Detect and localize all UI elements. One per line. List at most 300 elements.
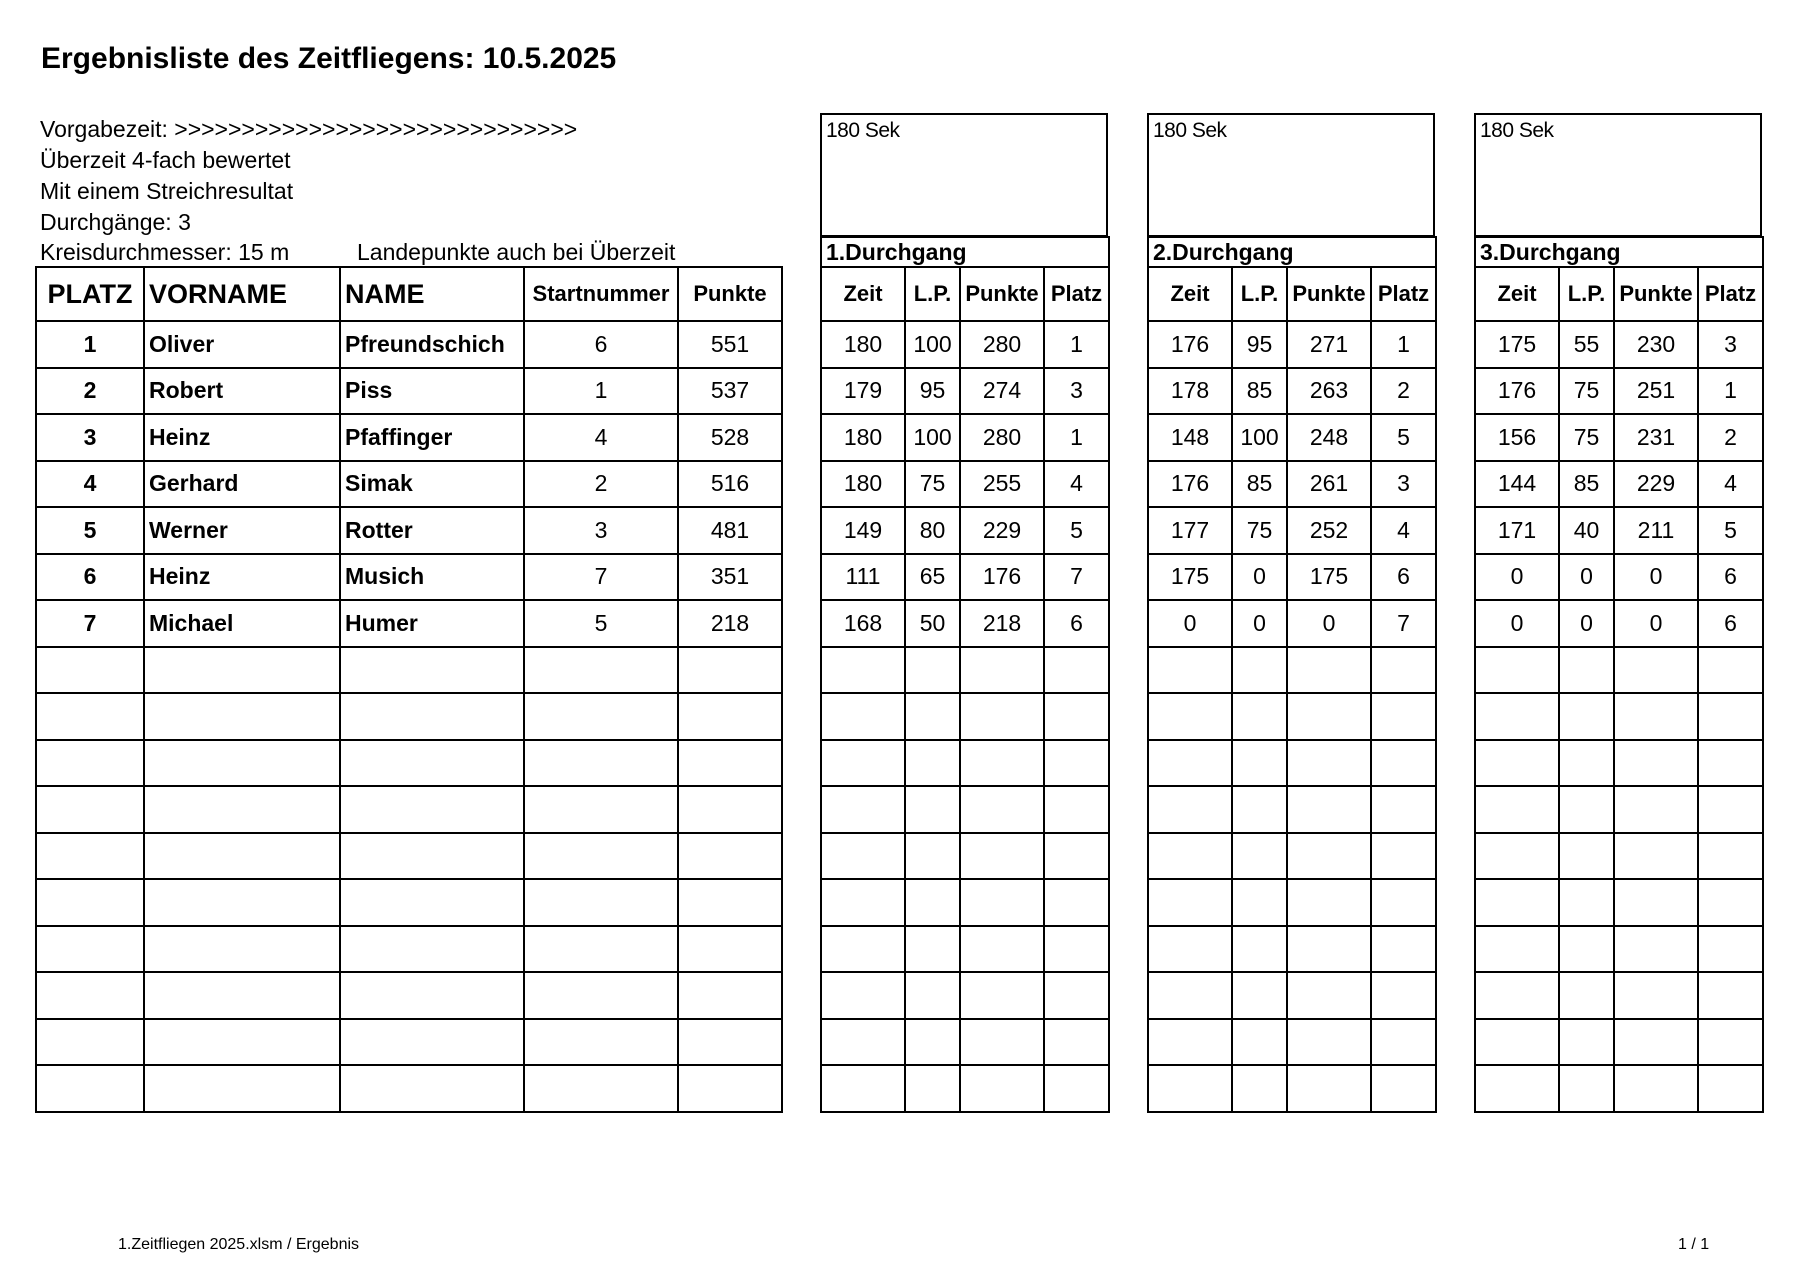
startnummer-cell: 5 (524, 600, 678, 647)
run2-header-punkte: Punkte (1287, 267, 1371, 321)
zeit-cell: 149 (821, 507, 905, 554)
punkte-cell: 175 (1287, 554, 1371, 601)
header-punkte: Punkte (678, 267, 782, 321)
zeit-cell: 171 (1475, 507, 1559, 554)
platz-cell: 6 (1698, 554, 1763, 601)
zeit-cell (821, 786, 905, 833)
name-cell (340, 786, 524, 833)
lp-cell (1559, 1019, 1614, 1066)
platz-cell (36, 786, 144, 833)
lp-cell: 0 (1232, 554, 1287, 601)
run-row (1148, 879, 1436, 926)
lp-cell: 100 (1232, 414, 1287, 461)
vorname-cell (144, 786, 340, 833)
vorname-cell (144, 1019, 340, 1066)
lp-cell (905, 786, 960, 833)
run-row (1475, 786, 1763, 833)
startnummer-cell: 7 (524, 554, 678, 601)
run-row (1475, 321, 1763, 368)
lp-cell (1559, 833, 1614, 880)
startnummer-cell (524, 972, 678, 1019)
run-row (1475, 461, 1763, 508)
vorname-cell: Robert (144, 368, 340, 415)
run3-header-lp: L.P. (1559, 267, 1614, 321)
platz-cell (1371, 647, 1436, 694)
platz-cell (36, 647, 144, 694)
vorname-cell (144, 647, 340, 694)
run-row (1475, 507, 1763, 554)
run3-header-punkte: Punkte (1614, 267, 1698, 321)
table-row (36, 554, 782, 601)
punkte-cell (678, 647, 782, 694)
zeit-cell (1475, 833, 1559, 880)
punkte-cell: 0 (1287, 600, 1371, 647)
run3-header-zeit: Zeit (1475, 267, 1559, 321)
platz-cell: 4 (1698, 461, 1763, 508)
zeit-cell (1475, 1065, 1559, 1112)
run-row (1475, 368, 1763, 415)
run-row (1148, 926, 1436, 973)
run2-vorgabe-label: 180 Sek (1153, 119, 1227, 142)
footer-filename: 1.Zeitfliegen 2025.xlsm / Ergebnis (118, 1236, 360, 1253)
platz-cell (1044, 972, 1109, 1019)
platz-cell (36, 833, 144, 880)
run-row (1148, 740, 1436, 787)
punkte-cell: 274 (960, 368, 1044, 415)
zeit-cell: 0 (1148, 600, 1232, 647)
lp-cell (1559, 786, 1614, 833)
lp-cell (1232, 1019, 1287, 1066)
platz-cell: 6 (36, 554, 144, 601)
platz-cell (36, 1019, 144, 1066)
punkte-cell (960, 972, 1044, 1019)
platz-cell (1698, 972, 1763, 1019)
punkte-cell: 351 (678, 554, 782, 601)
platz-cell (1044, 740, 1109, 787)
lp-cell (905, 693, 960, 740)
table-row (36, 972, 782, 1019)
zeit-cell (821, 693, 905, 740)
run3-title: 3.Durchgang (1475, 237, 1763, 267)
zeit-cell: 179 (821, 368, 905, 415)
table-row (36, 647, 782, 694)
lp-cell: 75 (1232, 507, 1287, 554)
zeit-cell: 176 (1148, 321, 1232, 368)
punkte-cell (678, 1065, 782, 1112)
lp-cell (905, 879, 960, 926)
lp-cell (1232, 926, 1287, 973)
run1-vorgabe-label: 180 Sek (826, 119, 900, 142)
platz-cell (1698, 833, 1763, 880)
platz-cell: 2 (1698, 414, 1763, 461)
run-row (821, 879, 1109, 926)
platz-cell (1044, 926, 1109, 973)
punkte-cell (678, 740, 782, 787)
zeit-cell (1148, 926, 1232, 973)
platz-cell (1698, 647, 1763, 694)
name-cell: Rotter (340, 507, 524, 554)
run2-header-platz: Platz (1371, 267, 1436, 321)
zeit-cell: 144 (1475, 461, 1559, 508)
platz-cell (1371, 1065, 1436, 1112)
platz-cell: 6 (1371, 554, 1436, 601)
lp-cell: 85 (1559, 461, 1614, 508)
vorname-cell (144, 740, 340, 787)
vorname-cell (144, 972, 340, 1019)
punkte-cell (1614, 1019, 1698, 1066)
run-row (1148, 321, 1436, 368)
name-cell (340, 1065, 524, 1112)
table-row (36, 879, 782, 926)
lp-cell: 80 (905, 507, 960, 554)
punkte-cell (678, 833, 782, 880)
table-row (36, 507, 782, 554)
name-cell (340, 1019, 524, 1066)
platz-cell (1371, 926, 1436, 973)
platz-cell (1044, 1019, 1109, 1066)
platz-cell: 2 (1371, 368, 1436, 415)
zeit-cell (821, 926, 905, 973)
zeit-cell (1475, 926, 1559, 973)
lp-cell (1559, 1065, 1614, 1112)
punkte-cell: 551 (678, 321, 782, 368)
zeit-cell (1475, 1019, 1559, 1066)
run-row (1148, 507, 1436, 554)
platz-cell: 6 (1044, 600, 1109, 647)
zeit-cell (821, 740, 905, 787)
platz-cell: 2 (36, 368, 144, 415)
punkte-cell: 218 (960, 600, 1044, 647)
lp-cell (905, 1019, 960, 1066)
run-row (1148, 1065, 1436, 1112)
platz-cell (1371, 786, 1436, 833)
punkte-cell (1287, 1019, 1371, 1066)
zeit-cell: 156 (1475, 414, 1559, 461)
header-startnummer: Startnummer (524, 267, 678, 321)
lp-cell: 85 (1232, 461, 1287, 508)
punkte-cell (678, 972, 782, 1019)
vorname-cell: Oliver (144, 321, 340, 368)
zeit-cell: 0 (1475, 554, 1559, 601)
name-cell (340, 926, 524, 973)
zeit-cell (1475, 786, 1559, 833)
run2-header-zeit: Zeit (1148, 267, 1232, 321)
zeit-cell: 111 (821, 554, 905, 601)
platz-cell: 1 (36, 321, 144, 368)
platz-cell: 7 (1371, 600, 1436, 647)
platz-cell: 5 (36, 507, 144, 554)
lp-cell (1232, 833, 1287, 880)
run-row (821, 321, 1109, 368)
vorname-cell: Gerhard (144, 461, 340, 508)
name-cell: Simak (340, 461, 524, 508)
zeit-cell (821, 647, 905, 694)
startnummer-cell (524, 786, 678, 833)
startnummer-cell (524, 740, 678, 787)
run-row (1475, 554, 1763, 601)
run-row (1148, 414, 1436, 461)
lp-cell (1232, 647, 1287, 694)
run-row (1148, 1019, 1436, 1066)
lp-cell (1232, 972, 1287, 1019)
run1-title: 1.Durchgang (821, 237, 1109, 267)
punkte-cell (960, 786, 1044, 833)
run-row (821, 972, 1109, 1019)
lp-cell: 40 (1559, 507, 1614, 554)
platz-cell (1044, 833, 1109, 880)
page-title: Ergebnisliste des Zeitfliegens: 10.5.2025 (41, 42, 617, 75)
platz-cell (1044, 786, 1109, 833)
startnummer-cell (524, 926, 678, 973)
punkte-cell (1614, 879, 1698, 926)
table-row (36, 368, 782, 415)
lp-cell (1232, 879, 1287, 926)
vorgabezeit-text: Vorgabezeit: >>>>>>>>>>>>>>>>>>>>>>>>>>>>>> (40, 116, 578, 142)
header-name: NAME (340, 267, 524, 321)
lp-cell (905, 1065, 960, 1112)
footer-page-number: 1 / 1 (1678, 1236, 1710, 1253)
run1-table (820, 236, 1110, 1113)
startnummer-cell (524, 693, 678, 740)
zeit-cell (1475, 647, 1559, 694)
zeit-cell (821, 1019, 905, 1066)
table-row (36, 693, 782, 740)
run-row (1148, 554, 1436, 601)
lp-cell (905, 833, 960, 880)
punkte-cell (960, 926, 1044, 973)
zeit-cell (1148, 1019, 1232, 1066)
platz-cell (1698, 1065, 1763, 1112)
punkte-cell: 251 (1614, 368, 1698, 415)
run-row (1475, 833, 1763, 880)
run-row (1148, 972, 1436, 1019)
zeit-cell (1148, 647, 1232, 694)
platz-cell (1698, 879, 1763, 926)
punkte-cell: 229 (960, 507, 1044, 554)
vorname-cell: Heinz (144, 414, 340, 461)
run-row (1475, 1019, 1763, 1066)
lp-cell: 0 (1559, 554, 1614, 601)
lp-cell: 85 (1232, 368, 1287, 415)
zeit-cell (1148, 972, 1232, 1019)
lp-cell (905, 926, 960, 973)
name-cell: Pfreundschich (340, 321, 524, 368)
name-cell: Musich (340, 554, 524, 601)
lp-cell: 0 (1232, 600, 1287, 647)
vorname-cell (144, 833, 340, 880)
lp-cell: 65 (905, 554, 960, 601)
run-row (821, 1019, 1109, 1066)
platz-cell (1044, 647, 1109, 694)
lp-cell (905, 740, 960, 787)
run-row (821, 461, 1109, 508)
platz-cell (1371, 693, 1436, 740)
zeit-cell: 180 (821, 414, 905, 461)
punkte-cell: 280 (960, 321, 1044, 368)
punkte-cell (678, 786, 782, 833)
zeit-cell: 175 (1475, 321, 1559, 368)
run-row (1148, 461, 1436, 508)
zeit-cell: 178 (1148, 368, 1232, 415)
lp-cell (1232, 1065, 1287, 1112)
table-row (36, 740, 782, 787)
run-row (1475, 1065, 1763, 1112)
platz-cell (1698, 740, 1763, 787)
zeit-cell (1475, 740, 1559, 787)
run-row (821, 833, 1109, 880)
punkte-cell (1287, 879, 1371, 926)
lp-cell: 75 (905, 461, 960, 508)
platz-cell (1698, 786, 1763, 833)
zeit-cell: 148 (1148, 414, 1232, 461)
punkte-cell: 176 (960, 554, 1044, 601)
run-row (1148, 833, 1436, 880)
punkte-cell: 0 (1614, 554, 1698, 601)
platz-cell: 4 (1371, 507, 1436, 554)
kreisdurchmesser-text: Kreisdurchmesser: 15 m (40, 239, 290, 265)
platz-cell (36, 1065, 144, 1112)
zeit-cell (821, 972, 905, 1019)
zeit-cell (1148, 740, 1232, 787)
lp-cell: 100 (905, 414, 960, 461)
lp-cell (1232, 786, 1287, 833)
run-row (1148, 693, 1436, 740)
zeit-cell: 177 (1148, 507, 1232, 554)
zeit-cell (1475, 972, 1559, 1019)
zeit-cell (1148, 1065, 1232, 1112)
header-vorname: VORNAME (144, 267, 340, 321)
zeit-cell (1475, 879, 1559, 926)
run3-table (1474, 236, 1764, 1113)
platz-cell (36, 972, 144, 1019)
table-row (36, 786, 782, 833)
lp-cell (1232, 693, 1287, 740)
platz-cell (36, 740, 144, 787)
platz-cell: 1 (1698, 368, 1763, 415)
punkte-cell: 231 (1614, 414, 1698, 461)
lp-cell: 50 (905, 600, 960, 647)
lp-cell: 95 (905, 368, 960, 415)
results-table (35, 266, 783, 1113)
lp-cell: 0 (1559, 600, 1614, 647)
punkte-cell (960, 833, 1044, 880)
lp-cell: 75 (1559, 368, 1614, 415)
punkte-cell (1614, 740, 1698, 787)
run1-header-zeit: Zeit (821, 267, 905, 321)
zeit-cell (1148, 693, 1232, 740)
punkte-cell (678, 879, 782, 926)
punkte-cell: 537 (678, 368, 782, 415)
platz-cell: 7 (1044, 554, 1109, 601)
run-row (1475, 647, 1763, 694)
lp-cell (1559, 972, 1614, 1019)
table-row (36, 461, 782, 508)
run2-title: 2.Durchgang (1148, 237, 1436, 267)
run2-table (1147, 236, 1437, 1113)
zeit-cell: 180 (821, 321, 905, 368)
lp-cell (1559, 926, 1614, 973)
punkte-cell: 248 (1287, 414, 1371, 461)
results-header-row (36, 267, 782, 321)
punkte-cell (960, 647, 1044, 694)
zeit-cell (1475, 693, 1559, 740)
run1-vorgabe-box (820, 113, 1108, 237)
zeit-cell: 0 (1475, 600, 1559, 647)
run-row (821, 1065, 1109, 1112)
header-platz: PLATZ (36, 267, 144, 321)
punkte-cell (1614, 647, 1698, 694)
run1-header-punkte: Punkte (960, 267, 1044, 321)
vorname-cell: Heinz (144, 554, 340, 601)
run3-header-row (1475, 267, 1763, 321)
startnummer-cell: 2 (524, 461, 678, 508)
platz-cell: 3 (36, 414, 144, 461)
lp-cell (1559, 740, 1614, 787)
zeit-cell: 176 (1475, 368, 1559, 415)
punkte-cell: 252 (1287, 507, 1371, 554)
name-cell (340, 833, 524, 880)
lp-cell (1559, 879, 1614, 926)
run3-vorgabe-label: 180 Sek (1480, 119, 1554, 142)
zeit-cell: 176 (1148, 461, 1232, 508)
run-row (1475, 879, 1763, 926)
table-row (36, 600, 782, 647)
run-row (1475, 600, 1763, 647)
platz-cell: 1 (1044, 414, 1109, 461)
punkte-cell: 255 (960, 461, 1044, 508)
punkte-cell (1287, 786, 1371, 833)
punkte-cell (1614, 1065, 1698, 1112)
landepunkte-text: Landepunkte auch bei Überzeit (357, 239, 676, 265)
run2-header-lp: L.P. (1232, 267, 1287, 321)
platz-cell: 7 (36, 600, 144, 647)
run-row (821, 600, 1109, 647)
platz-cell (1044, 879, 1109, 926)
platz-cell (1698, 926, 1763, 973)
punkte-cell (678, 1019, 782, 1066)
run1-header-platz: Platz (1044, 267, 1109, 321)
streichresultat-text: Mit einem Streichresultat (40, 178, 294, 204)
platz-cell: 5 (1044, 507, 1109, 554)
table-row (36, 833, 782, 880)
platz-cell (1371, 1019, 1436, 1066)
run-row (1148, 368, 1436, 415)
punkte-cell (1614, 972, 1698, 1019)
punkte-cell (1287, 972, 1371, 1019)
platz-cell (1698, 1019, 1763, 1066)
punkte-cell (1614, 926, 1698, 973)
run-row (821, 368, 1109, 415)
run3-vorgabe-box (1474, 113, 1762, 237)
platz-cell: 6 (1698, 600, 1763, 647)
table-row (36, 414, 782, 461)
run-row (1148, 600, 1436, 647)
vorname-cell (144, 1065, 340, 1112)
punkte-cell (1287, 693, 1371, 740)
punkte-cell (678, 693, 782, 740)
platz-cell: 5 (1371, 414, 1436, 461)
punkte-cell (1614, 693, 1698, 740)
punkte-cell: 229 (1614, 461, 1698, 508)
punkte-cell: 271 (1287, 321, 1371, 368)
run-row (1475, 693, 1763, 740)
zeit-cell: 180 (821, 461, 905, 508)
run-row (1148, 786, 1436, 833)
punkte-cell: 481 (678, 507, 782, 554)
startnummer-cell: 1 (524, 368, 678, 415)
run-row (1475, 972, 1763, 1019)
lp-cell (905, 647, 960, 694)
